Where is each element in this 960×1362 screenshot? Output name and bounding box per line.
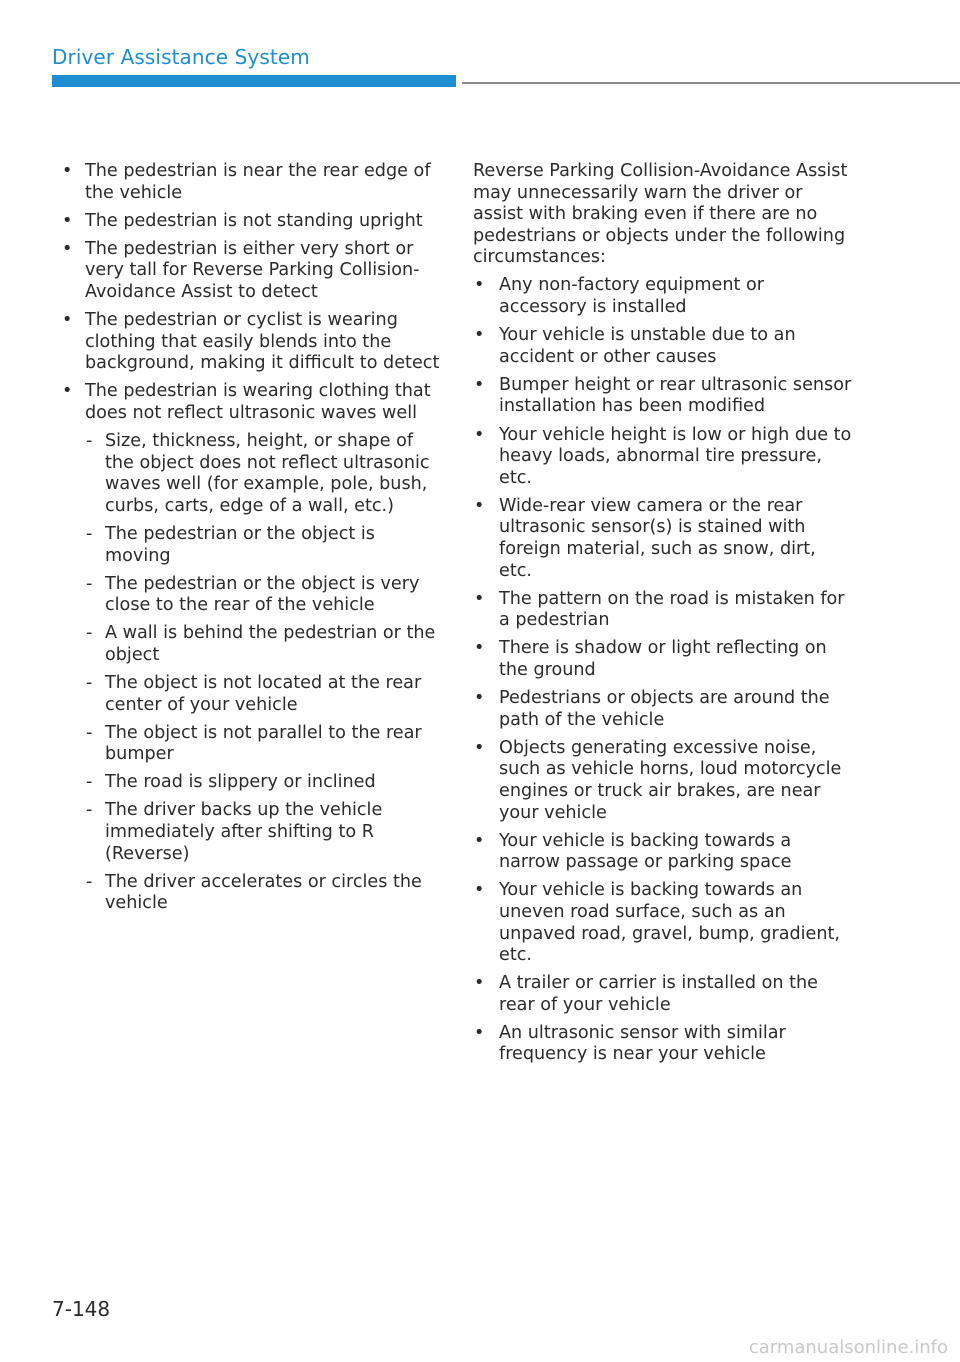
left-column [62, 161, 442, 921]
bullet-icon: • [62, 310, 73, 331]
list-item [473, 880, 853, 966]
list-item [473, 275, 853, 318]
sub-list-item [62, 723, 442, 766]
list-item-text: The pedestrian is either very short or very tall for Reverse Parking Collision-Avoidance Assist to detect [85, 238, 420, 302]
header-accent-bar [52, 75, 456, 87]
header-divider-line [462, 82, 960, 84]
list-item [473, 589, 853, 632]
list-item-text: Your vehicle is backing towards an uneven road surface, such as an unpaved road, gravel, bump, gradient, etc. [499, 880, 840, 966]
list-item-text: Wide-rear view camera or the rear ultrasonic sensor(s) is stained with foreign material, such as snow, dirt, etc. [499, 495, 816, 581]
bullet-icon: • [474, 588, 485, 609]
bullet-icon: • [62, 210, 73, 231]
dash-icon: - [86, 573, 93, 594]
bullet-icon: • [474, 275, 485, 296]
bullet-icon: • [474, 688, 485, 709]
list-item [473, 425, 853, 490]
list-item [62, 161, 442, 204]
dash-icon: - [86, 523, 93, 544]
bullet-icon: • [474, 325, 485, 346]
list-item-text: The pedestrian is near the rear edge of the vehicle [85, 161, 431, 203]
bullet-icon: • [62, 161, 73, 181]
sub-list-item [62, 800, 442, 865]
bullet-icon: • [474, 638, 485, 659]
list-item-text: Your vehicle is unstable due to an accident or other causes [499, 325, 796, 367]
bullet-icon: • [474, 830, 485, 851]
sub-list-item-text: The object is not parallel to the rear bumper [105, 722, 422, 765]
list-item [473, 375, 853, 418]
sub-list-item-text: The driver accelerates or circles the vehicle [105, 871, 422, 914]
sub-list-item [62, 872, 442, 915]
sub-list-item-text: A wall is behind the pedestrian or the object [105, 623, 436, 665]
bullet-icon: • [62, 238, 73, 259]
left-bullet-list [62, 161, 442, 425]
list-item [62, 310, 442, 375]
sub-list-item [62, 673, 442, 716]
bullet-icon: • [474, 880, 485, 901]
dash-icon: - [86, 431, 93, 452]
dash-icon: - [86, 871, 93, 892]
list-item-text: The pedestrian or cyclist is wearing clothing that easily blends into the background, making it difficult to detect [85, 310, 440, 374]
dash-icon: - [86, 722, 93, 743]
list-item-text: The pedestrian is not standing upright [85, 210, 423, 231]
bullet-icon: • [474, 424, 485, 445]
right-column [473, 161, 853, 1073]
list-item [473, 831, 853, 874]
sub-list-item-text: The road is slippery or inclined [105, 772, 376, 793]
list-item-text: Bumper height or rear ultrasonic sensor installation has been modified [499, 374, 852, 417]
list-item [62, 239, 442, 304]
dash-icon: - [86, 800, 93, 821]
list-item [473, 325, 853, 368]
list-item-text: The pedestrian is wearing clothing that does not reflect ultrasonic waves well [85, 381, 431, 423]
list-item [473, 1023, 853, 1066]
intro-paragraph: Reverse Parking Collision-Avoidance Assist may unnecessarily warn the driver or assist with braking even if there are no pedestrians or objects under the following circumstances: [473, 161, 848, 268]
sub-list-item-text: Size, thickness, height, or shape of the object does not reflect ultrasonic waves well (for example, pole, bush, curbs, carts, edge of a wall, etc.) [105, 431, 430, 516]
bullet-icon: • [474, 374, 485, 395]
sub-list-item-text: The driver backs up the vehicle immediately after shifting to R (Reverse) [105, 800, 383, 864]
left-sub-list [62, 431, 442, 915]
dash-icon: - [86, 672, 93, 693]
list-item-text: Pedestrians or objects are around the path of the vehicle [499, 688, 830, 730]
sub-list-item [62, 574, 442, 617]
list-item-text: The pattern on the road is mistaken for a pedestrian [499, 588, 845, 631]
bullet-icon: • [474, 495, 485, 516]
bullet-icon: • [474, 737, 485, 758]
dash-icon: - [86, 623, 93, 644]
sub-list-item [62, 772, 442, 794]
sub-list-item [62, 623, 442, 666]
sub-list-item [62, 524, 442, 567]
bullet-icon: • [474, 973, 485, 994]
page-number: 7-148 [52, 1297, 111, 1321]
section-title: Driver Assistance System [52, 45, 310, 69]
sub-list-item-text: The pedestrian or the object is moving [105, 523, 375, 566]
sub-list-item-text: The object is not located at the rear center of your vehicle [105, 672, 422, 715]
list-item [62, 381, 442, 424]
list-item-text: Any non-factory equipment or accessory is installed [499, 275, 764, 318]
list-item [62, 211, 442, 233]
list-item-text: A trailer or carrier is installed on the rear of your vehicle [499, 973, 818, 1015]
list-item [473, 638, 853, 681]
list-item-text: Your vehicle height is low or high due to heavy loads, abnormal tire pressure, etc. [499, 424, 852, 488]
right-bullet-list [473, 275, 853, 1066]
list-item-text: There is shadow or light reflecting on the ground [499, 638, 827, 680]
list-item-text: Objects generating excessive noise, such as vehicle horns, loud motorcycle engines or truck air brakes, are near your vehicle [499, 737, 842, 823]
dash-icon: - [86, 772, 93, 793]
list-item [473, 688, 853, 731]
sub-list-item [62, 431, 442, 517]
bullet-icon: • [62, 381, 73, 402]
bullet-icon: • [474, 1022, 485, 1043]
watermark: carmanualsonline.info [748, 1337, 948, 1358]
list-item-text: Your vehicle is backing towards a narrow passage or parking space [499, 830, 792, 873]
list-item-text: An ultrasonic sensor with similar frequency is near your vehicle [499, 1022, 786, 1065]
list-item [473, 973, 853, 1016]
list-item [473, 496, 853, 582]
sub-list-item-text: The pedestrian or the object is very close to the rear of the vehicle [105, 573, 420, 616]
list-item [473, 738, 853, 824]
